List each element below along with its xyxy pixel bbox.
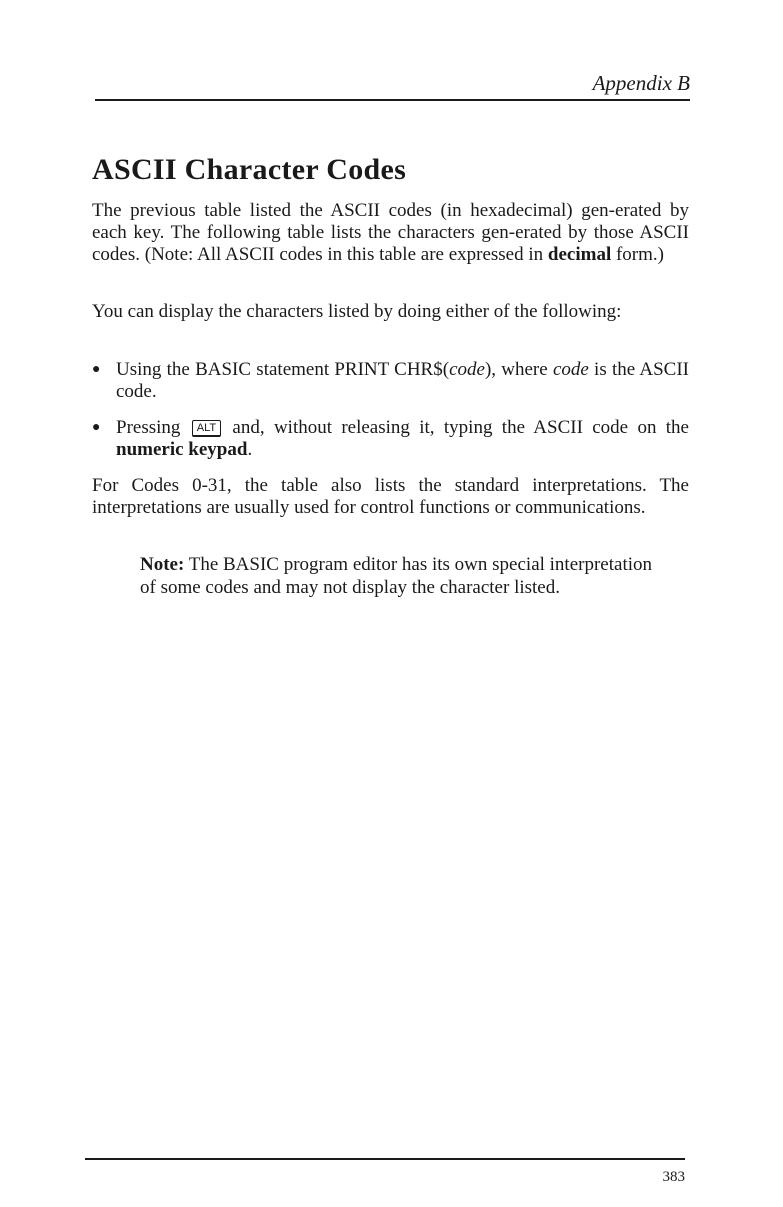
header-rule [95, 99, 690, 101]
intro-paragraph [92, 200, 689, 266]
list-item-text-part: . [247, 439, 253, 460]
note-label: Note: [140, 554, 185, 575]
list-item-text-part: Pressing [116, 417, 190, 438]
intro-text-end: form.) [611, 244, 664, 265]
list-item-italic: code [552, 359, 589, 380]
alt-key-icon: ALT [192, 420, 221, 437]
intro-bold-term: decimal [547, 244, 612, 265]
note-text: The BASIC program editor has its own special interpretation of some codes and may not display the character listed. [140, 554, 653, 598]
note-block [140, 553, 660, 599]
footer-rule [85, 1158, 685, 1160]
list-item-italic: code [449, 359, 485, 380]
list-item-bold: numeric keypad [116, 439, 248, 460]
list-item-text [116, 417, 689, 461]
list-item [92, 359, 689, 403]
codes-paragraph: For Codes 0-31, the table also lists the standard interpretations. The interpretations are usually used for control functions or communications. [92, 475, 689, 518]
intro-text: The previous table listed the ASCII codes (in hexadecimal) gen-erated by each key. The following table lists the characters gen-erated by those ASCII codes. (Note: All ASCII codes in this table are expressed in [92, 200, 689, 265]
list-item-text-part: Using the BASIC statement PRINT CHR$( [116, 359, 450, 380]
running-header: Appendix B [592, 71, 690, 95]
page-number: 383 [662, 1169, 685, 1185]
display-paragraph: You can display the characters listed by doing either of the following: [92, 301, 622, 322]
list-item-text-part: and, without releasing it, typing the ASCII code on the [223, 417, 689, 438]
bullet-icon: ● [92, 362, 101, 377]
list-item-text [116, 359, 689, 403]
list-item [92, 417, 689, 461]
section-title: ASCII Character Codes [92, 153, 407, 186]
list-item-text-part: is the ASCII code. [116, 359, 690, 402]
bullet-icon: ● [92, 420, 101, 435]
list-item-text-part: ), where [484, 359, 553, 380]
